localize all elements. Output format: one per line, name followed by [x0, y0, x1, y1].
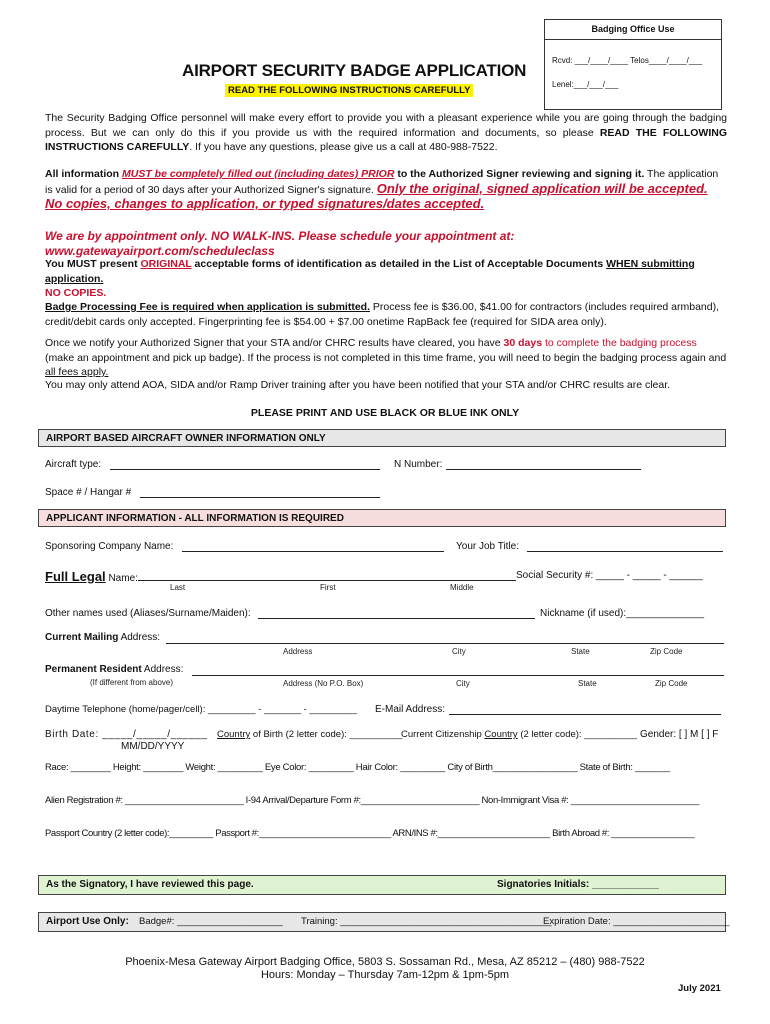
full-legal-text: Full Legal — [45, 569, 106, 584]
appointment-notice: We are by appointment only. NO WALK-INS. Please schedule your appointment at: www.gatewayairport.com/scheduleclass — [45, 229, 515, 258]
if-different-caption: (If different from above) — [90, 678, 173, 687]
country-birth-text-b: of Birth (2 letter code): __________ — [250, 729, 403, 740]
citizenship-text-a: Current Citizenship — [401, 729, 485, 740]
other-names-label: Other names used (Aliases/Surname/Maiden): — [45, 608, 251, 619]
applicant-section-header: APPLICANT INFORMATION - ALL INFORMATION IS REQUIRED — [38, 509, 726, 527]
lenel-field: Lenel:___/___/___ — [552, 80, 619, 89]
current-mailing-text: Current Mailing — [45, 632, 119, 643]
notify-paragraph — [45, 336, 727, 380]
n-number-input[interactable] — [446, 458, 641, 470]
country-of-birth-field[interactable] — [217, 728, 402, 741]
current-address-input[interactable] — [166, 632, 724, 644]
no-copies-text: NO COPIES. — [45, 287, 107, 299]
current-mailing-label — [45, 632, 160, 643]
print-ink-note: PLEASE PRINT AND USE BLACK OR BLUE INK ONLY — [250, 407, 520, 419]
intro-text-a: The Security Badging Office personnel will make every effort to provide you with a pleasant experience while you are going through the badging process. But we can only do this if you provide us with the required information and documents, so please — [45, 112, 727, 139]
airport-use-label: Airport Use Only: — [46, 916, 129, 927]
citizenship-text-b: Country — [484, 729, 518, 740]
prior-signer-text: to the Authorized Signer reviewing and signing it. — [394, 168, 645, 180]
acceptable-docs-text: acceptable forms of identification as detailed in the List of Acceptable Documents — [191, 258, 607, 270]
sponsoring-company-input[interactable] — [182, 540, 444, 552]
aircraft-section-header: AIRPORT BASED AIRCRAFT OWNER INFORMATION ONLY — [38, 429, 726, 447]
footer-address: Phoenix-Mesa Gateway Airport Badging Office, 5803 S. Sossaman Rd., Mesa, AZ 85212 – (480) 988-7522 — [125, 956, 645, 968]
current-address-text: Address: — [118, 632, 161, 643]
original-text: ORIGINAL — [140, 258, 192, 270]
email-label: E-Mail Address: — [375, 704, 446, 715]
signatory-bar — [38, 875, 726, 895]
permanent-address-text: Address: — [141, 664, 184, 675]
permanent-city-caption: City — [456, 679, 470, 688]
permanent-zip-caption: Zip Code — [655, 679, 688, 688]
all-info-label: All information — [45, 168, 122, 180]
intro-text-b: READ THE FOLLOWING INSTRUCTIONS CAREFULLY — [45, 126, 727, 153]
permanent-resident-text: Permanent Resident — [45, 664, 142, 675]
country-birth-text-a: Country — [217, 729, 251, 740]
training-paragraph: You may only attend AOA, SIDA and/or Ramp Driver training after you have been notified that your STA and/or CHRC results are clear. — [45, 379, 671, 391]
zip-caption: Zip Code — [650, 647, 683, 656]
other-names-input[interactable] — [258, 607, 535, 619]
alien-registration-row[interactable]: Alien Registration #: ________________________ I-94 Arrival/Departure Form #:________________________ Non-Immigrant Visa #: __________________________ — [45, 795, 700, 806]
fee-details: Process fee is $36.00, $41.00 for contractors (includes required armband), credit/debit cards only accepted. Fingerprinting fee is $54.00 + $7.00 onetime RapBack fee (required for SIDA area only). — [45, 301, 720, 328]
must-filled-warning: MUST be completely filled out (including dates) PRIOR — [122, 168, 395, 180]
space-hangar-label: Space # / Hangar # — [45, 487, 132, 498]
intro-text-c: . If you have any questions, please give us a call at 480-988-7522. — [189, 141, 498, 153]
sponsoring-company-label: Sponsoring Company Name: — [45, 541, 174, 552]
permanent-address-input[interactable] — [192, 664, 724, 676]
training-field[interactable]: Training: ________________________________________ — [301, 916, 552, 927]
social-security-field[interactable]: Social Security #: _____ - _____ - ______ — [516, 570, 703, 581]
permanent-state-caption: State — [578, 679, 597, 688]
when-submitting-text: WHEN submitting application. — [45, 258, 695, 285]
valid-period-text: The application is valid for a period of 30 days after your Authorized Signer's signature. — [45, 168, 719, 196]
thirty-days-text: 30 days — [503, 337, 543, 349]
validity-paragraph — [45, 167, 727, 213]
full-legal-name-label — [45, 568, 138, 586]
revision-date: July 2021 — [678, 983, 721, 994]
all-fees-text: all fees apply. — [45, 366, 109, 378]
city-caption: City — [452, 647, 466, 656]
fee-paragraph — [45, 300, 727, 329]
signatory-initials-field[interactable]: Signatories Initials: ____________ — [497, 879, 659, 890]
n-number-label: N Number: — [394, 459, 443, 470]
job-title-label: Your Job Title: — [456, 541, 520, 552]
job-title-input[interactable] — [527, 540, 723, 552]
original-only-warning: Only the original, signed application will be accepted. No copies, changes to application, or typed signatures/dates accepted. — [45, 180, 708, 211]
footer-hours: Hours: Monday – Thursday 7am-12pm & 1pm-5pm — [260, 969, 509, 981]
aircraft-type-label: Aircraft type: — [45, 459, 102, 470]
notify-text-a: Once we notify your Authorized Signer that your STA and/or CHRC results have cleared, you have — [45, 337, 504, 349]
passport-row[interactable]: Passport Country (2 letter code):_________ Passport #:___________________________ ARN/INS #:_______________________ Birth Abroad #: _________________ — [45, 828, 695, 839]
instructions-highlight: READ THE FOLLOWING INSTRUCTIONS CAREFULLY — [225, 84, 473, 97]
citizenship-country-field[interactable] — [401, 728, 637, 741]
address-no-po-caption: Address (No P.O. Box) — [283, 679, 364, 688]
office-use-title: Badging Office Use — [545, 20, 721, 40]
address-caption: Address — [283, 647, 313, 656]
citizenship-text-c: (2 letter code): __________ — [517, 729, 638, 740]
airport-use-bar — [38, 912, 730, 932]
aircraft-type-input[interactable] — [110, 458, 380, 470]
physical-description-row[interactable]: Race: ________ Height: ________ Weight: _________ Eye Color: _________ Hair Color: _________ City of Birth_________________ State of Birth: _______ — [45, 762, 670, 773]
gender-field[interactable]: Gender: [ ] M [ ] F — [640, 729, 719, 740]
birth-date-field[interactable]: Birth Date: _____/_____/______ — [45, 729, 208, 740]
page-title: AIRPORT SECURITY BADGE APPLICATION — [182, 61, 527, 80]
complete-process-text: to complete the badging process — [542, 337, 697, 349]
last-name-caption: Last — [170, 583, 186, 592]
name-text: Name: — [105, 573, 138, 584]
badging-office-use-box — [544, 19, 722, 110]
middle-name-caption: Middle — [450, 583, 474, 592]
nickname-field[interactable]: Nickname (if used):______________ — [540, 608, 704, 619]
badge-number-field[interactable]: Badge#: ____________________ — [139, 916, 283, 927]
rcvd-telos-field: Rcvd: ___/____/____ Telos____/____/___ — [552, 56, 703, 65]
space-hangar-input[interactable] — [140, 486, 380, 498]
email-input[interactable] — [449, 703, 721, 715]
intro-paragraph — [45, 111, 727, 155]
must-present-text: You MUST present — [45, 258, 141, 270]
expiration-date-field[interactable]: Expiration Date: ______________________ — [543, 916, 730, 927]
full-name-input[interactable] — [138, 569, 516, 581]
identification-paragraph — [45, 257, 727, 301]
first-name-caption: First — [320, 583, 336, 592]
permanent-resident-label — [45, 664, 183, 675]
fee-heading: Badge Processing Fee is required when application is submitted. — [45, 301, 370, 313]
signatory-reviewed-text: As the Signatory, I have reviewed this page. — [46, 879, 254, 890]
birth-date-format: MM/DD/YYYY — [121, 741, 185, 752]
daytime-phone-field[interactable]: Daytime Telephone (home/pager/cell): _________ - _______ - _________ — [45, 704, 357, 715]
notify-text-d: (make an appointment and pick up badge). If the process is not completed in this time frame, you will need to begin the badging process again and — [45, 351, 727, 364]
state-caption: State — [571, 647, 590, 656]
